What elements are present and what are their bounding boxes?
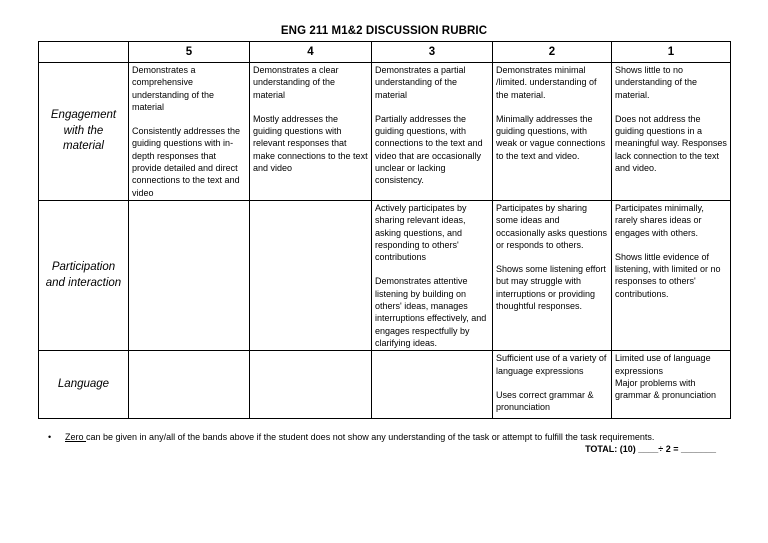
criterion-engagement: Engagement with the material: [39, 63, 129, 201]
cell-text: Sufficient use of a variety of language expressions: [496, 353, 607, 376]
cell-text: Does not address the guiding questions in a meaningful way. Responses lack connection to the text and video.: [615, 113, 727, 174]
rubric-title: ENG 211 M1&2 DISCUSSION RUBRIC: [280, 25, 488, 37]
cell-participation-4: [250, 200, 372, 350]
cell-text: Shows some listening effort but may struggle with interruptions or providing thoughtful responses.: [496, 264, 606, 312]
cell-text: Limited use of language expressions: [615, 353, 711, 376]
cell-text: Shows little to no understanding of the material.: [615, 65, 698, 100]
cell-engagement-4: [250, 63, 372, 201]
cell-text: Shows little evidence of listening, with limited or no responses to others' contributions.: [615, 251, 721, 299]
cell-participation-2: [493, 200, 612, 350]
row-language: [39, 351, 731, 419]
cell-language-4: [250, 351, 372, 419]
cell-text: Major problems with grammar & pronunciation: [615, 377, 717, 401]
score-header-3: 3: [372, 42, 493, 63]
zero-emphasis: Zero: [65, 432, 87, 442]
cell-text: Demonstrates a clear understanding of the material: [253, 65, 339, 100]
cell-text: Minimally addresses the guiding questions, with weak or vague connections to the text and video.: [496, 113, 606, 161]
total-line: TOTAL: (10) ____÷ 2 = _______: [585, 444, 716, 454]
cell-text: Mostly addresses the guiding questions with relevant responses that make connections to the text and video: [253, 113, 368, 174]
score-header-4: 4: [250, 42, 372, 63]
footnote-text: can be given in any/all of the bands above if the student does not show any understanding of the task or attempt to fulfill the task requirements.: [86, 432, 655, 442]
cell-engagement-5: [129, 63, 250, 201]
cell-text: Participates minimally, rarely shares ideas or engages with others.: [615, 202, 704, 238]
cell-text: Actively participates by sharing relevant ideas, asking questions, and responding to others' contributions: [375, 202, 467, 263]
cell-participation-1: [612, 200, 731, 350]
header-corner: [39, 42, 129, 63]
score-header-2: 2: [493, 42, 612, 63]
cell-language-5: [129, 351, 250, 419]
header-row: [39, 42, 731, 63]
row-participation: [39, 200, 731, 350]
row-engagement: [39, 63, 731, 201]
cell-participation-5: [129, 200, 250, 350]
cell-text: Uses correct grammar & pronunciation: [496, 389, 594, 413]
cell-engagement-3: [372, 63, 493, 201]
cell-language-1: [612, 351, 731, 419]
score-header-5: 5: [129, 42, 250, 63]
cell-language-2: [493, 351, 612, 419]
cell-text: Demonstrates minimal /limited. understanding of the material.: [496, 65, 597, 100]
cell-participation-3: [372, 200, 493, 350]
cell-engagement-1: [612, 63, 731, 201]
cell-text: Partially addresses the guiding questions, with connections to the text and video that are occasionally unclear or lacking consistency.: [375, 113, 483, 186]
criterion-participation: Participation and interaction: [39, 200, 129, 350]
cell-text: Participates by sharing some ideas and occasionally asks questions or responds to others.: [496, 202, 608, 250]
criterion-language: Language: [39, 351, 129, 419]
cell-text: Consistently addresses the guiding questions with in-depth responses that provide detailed and direct connections to the text and video: [132, 126, 241, 198]
score-header-1: 1: [612, 42, 731, 63]
cell-engagement-2: [493, 63, 612, 201]
zero-score-note: [48, 431, 654, 443]
cell-text: Demonstrates attentive listening by building on others' ideas, manages interruptions effectively, and engages respectfully by clarifying ideas.: [375, 276, 487, 348]
rubric-table: [38, 41, 731, 419]
bullet-icon: •: [48, 432, 52, 442]
cell-language-3: [372, 351, 493, 419]
cell-text: Demonstrates a partial understanding of the material: [375, 65, 466, 100]
cell-text: Demonstrates a comprehensive understanding of the material: [132, 65, 215, 112]
